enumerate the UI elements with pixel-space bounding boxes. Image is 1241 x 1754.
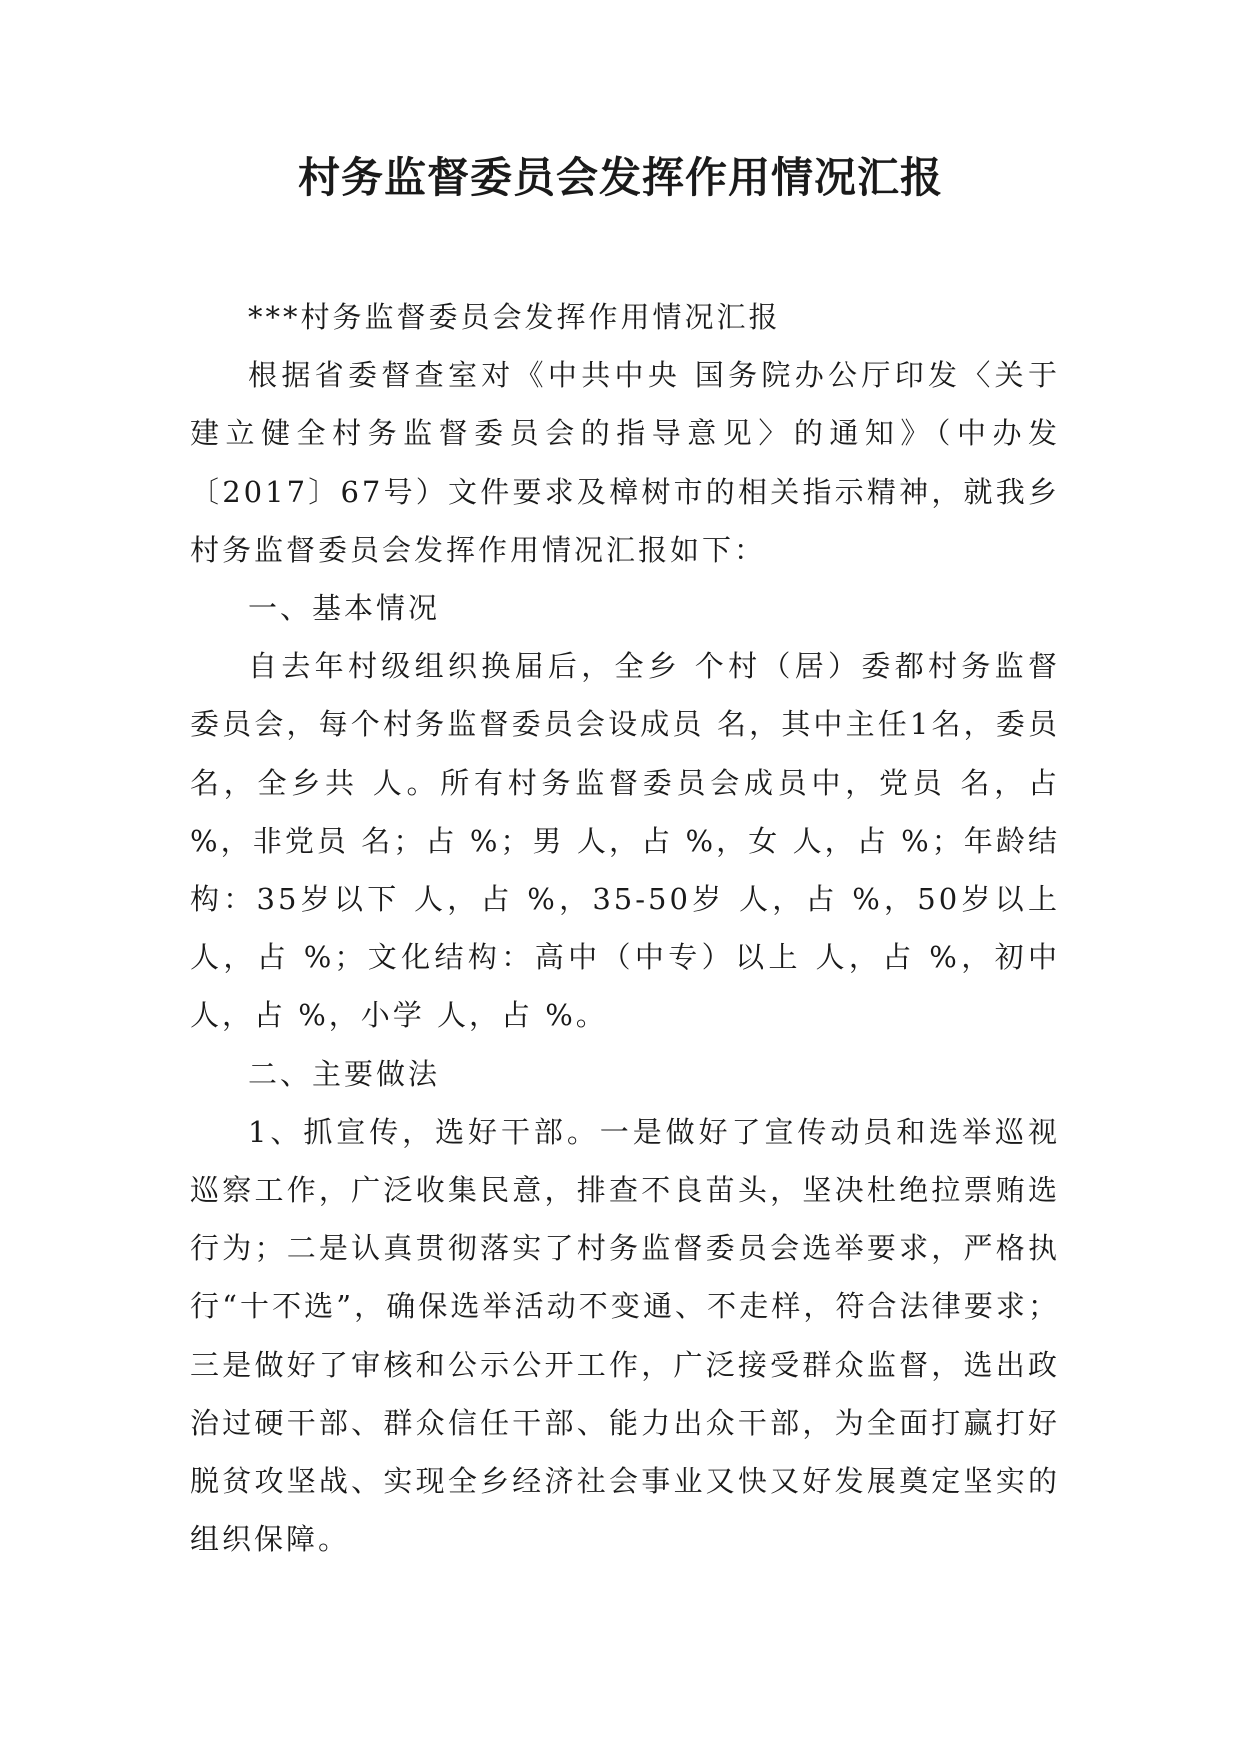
paragraph-practice-1: 1、抓宣传，选好干部。一是做好了宣传动员和选举巡视巡察工作，广泛收集民意，排查不良苗头，坚决杜绝拉票贿选行为；二是认真贯彻落实了村务监督委员会选举要求，严格执行“十不选”，确保选举活动不变通、不走样，符合法律要求；三是做好了审核和公示公开工作，广泛接受群众监督，选出政治过硬干部、群众信任干部、能力出众干部，为全面打赢打好脱贫攻坚战、实现全乡经济社会事业又快又好发展奠定坚实的组织保障。: [190, 1114, 1060, 1557]
paragraph-report-heading: ***村务监督委员会发挥作用情况汇报: [248, 300, 781, 334]
document-body: [190, 288, 1060, 1568]
paragraph-intro: 根据省委督查室对《中共中央 国务院办公厅印发〈关于建立健全村务监督委员会的指导意见〉的通知》（中办发〔2017〕67号）文件要求及樟树市的相关指示精神，就我乡村务监督委员会发挥作用情况汇报如下：: [190, 358, 1060, 567]
section-heading-basic-situation: 一、基本情况: [248, 591, 441, 626]
paragraph-basic-situation: 自去年村级组织换届后，全乡 个村（居）委都村务监督委员会，每个村务监督委员会设成员 名，其中主任1名，委员 名，全乡共 人。所有村务监督委员会成员中，党员 名，占 %，非党员 名；占 %；男 人，占 %，女 人，占 %；年龄结构：35岁以下 人，占 %，35-50岁 人，占 %，50岁以上 人，占 %；文化结构：高中（中专）以上 人，占 %，初中 人，占 %，小学 人，占 %。: [190, 649, 1060, 1033]
document-title: 村务监督委员会发挥作用情况汇报: [297, 153, 943, 202]
section-heading-main-practices: 二、主要做法: [248, 1056, 441, 1091]
